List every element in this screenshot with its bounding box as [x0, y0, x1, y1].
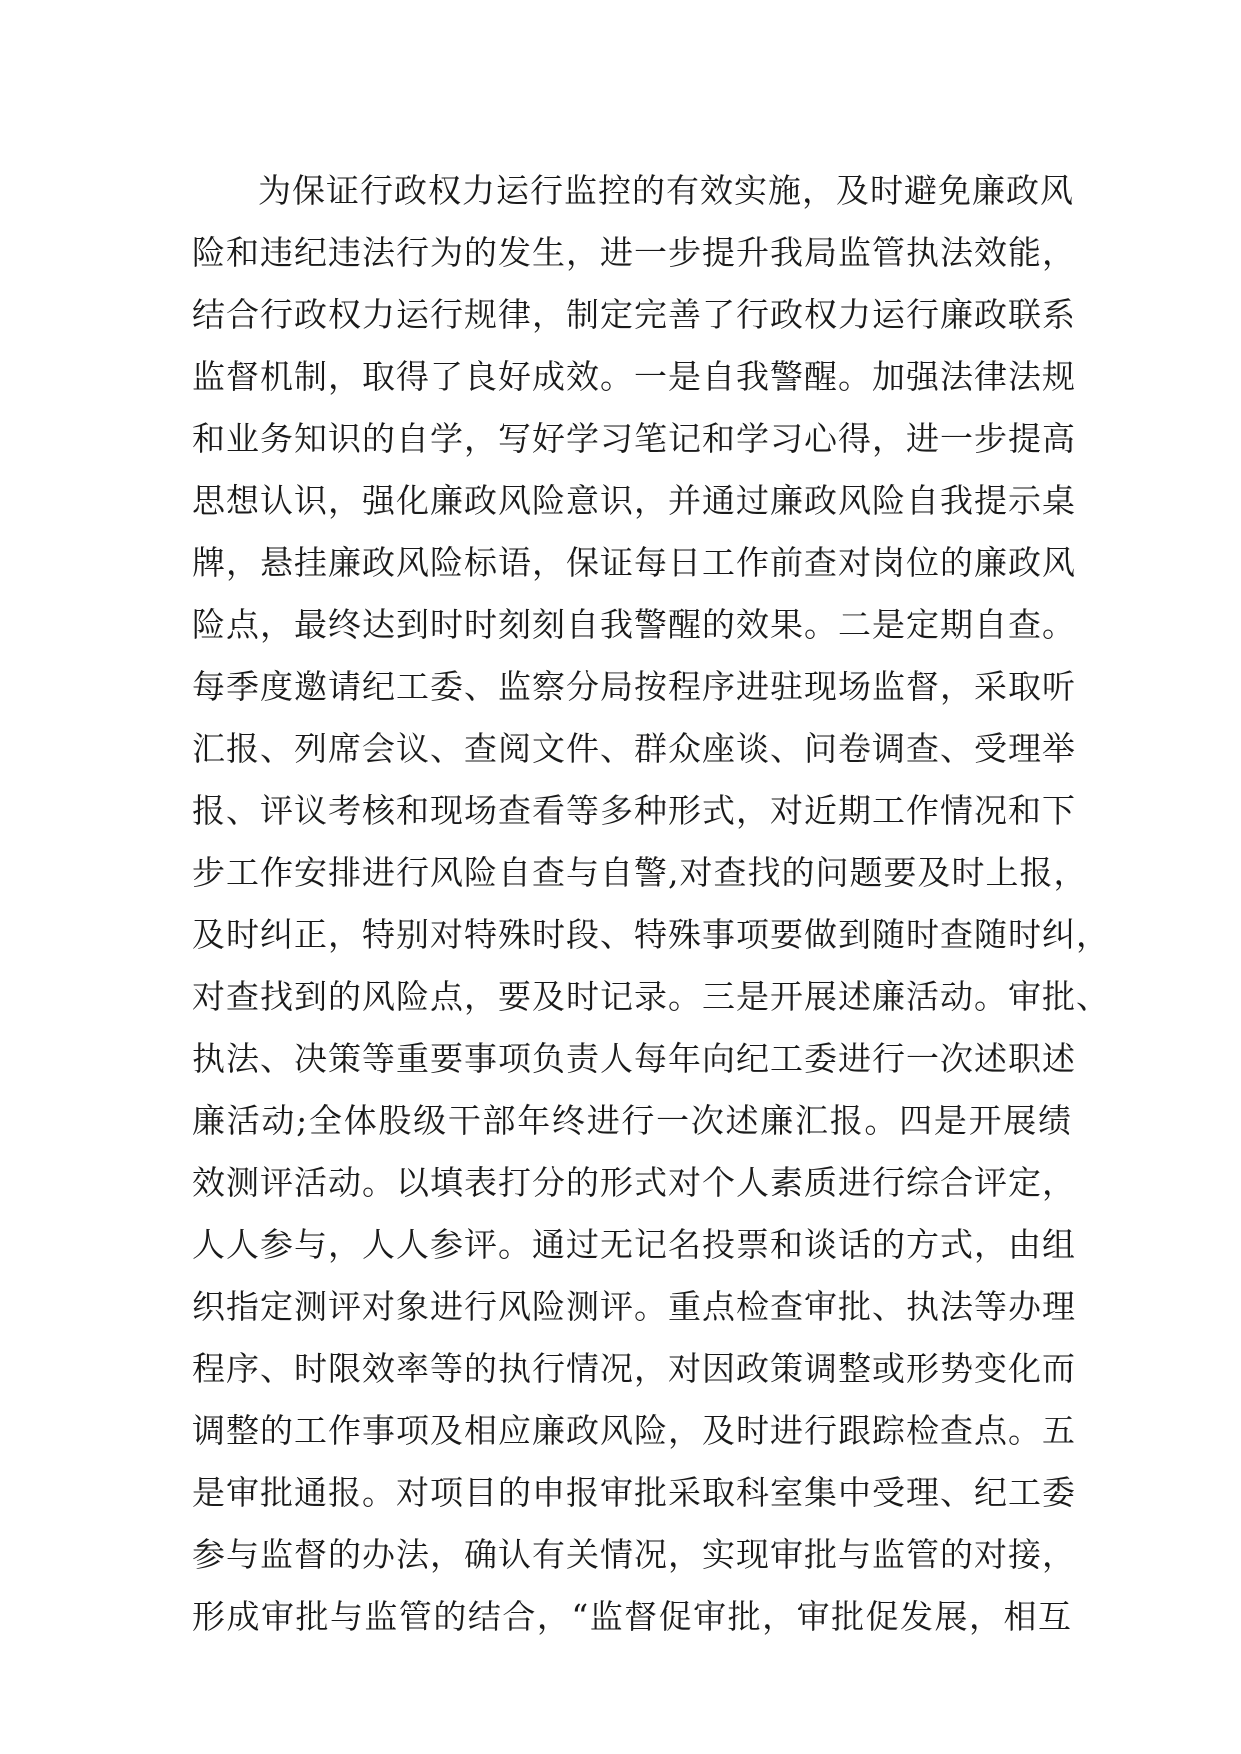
text-line: 对查找到的风险点，要及时记录。三是开展述廉活动。审批、 — [192, 977, 1110, 1016]
text-line: 参与监督的办法，确认有关情况，实现审批与监管的对接， — [192, 1535, 1076, 1574]
text-line: 每季度邀请纪工委、监察分局按程序进驻现场监督，采取听 — [192, 667, 1076, 706]
text-line: 执法、决策等重要事项负责人每年向纪工委进行一次述职述 — [192, 1039, 1076, 1078]
text-line: 织指定测评对象进行风险测评。重点检查审批、执法等办理 — [192, 1287, 1076, 1326]
text-line: 步工作安排进行风险自查与自警,对查找的问题要及时上报， — [192, 853, 1088, 892]
body-paragraph — [192, 160, 1110, 1648]
text-line: 险点，最终达到时时刻刻自我警醒的效果。二是定期自查。 — [192, 605, 1076, 644]
text-line: 形成审批与监管的结合，“监督促审批，审批促发展，相互 — [192, 1597, 1072, 1636]
text-line: 及时纠正，特别对特殊时段、特殊事项要做到随时查随时纠， — [192, 915, 1110, 954]
text-line: 牌，悬挂廉政风险标语，保证每日工作前查对岗位的廉政风 — [192, 543, 1076, 582]
text-line: 效测评活动。以填表打分的形式对个人素质进行综合评定， — [192, 1163, 1076, 1202]
text-line: 调整的工作事项及相应廉政风险，及时进行跟踪检查点。五 — [192, 1411, 1076, 1450]
text-line: 监督机制，取得了良好成效。一是自我警醒。加强法律法规 — [192, 357, 1076, 396]
text-line: 人人参与，人人参评。通过无记名投票和谈话的方式，由组 — [192, 1225, 1076, 1264]
text-line: 险和违纪违法行为的发生，进一步提升我局监管执法效能， — [192, 233, 1076, 272]
text-line: 汇报、列席会议、查阅文件、群众座谈、问卷调查、受理举 — [192, 729, 1076, 768]
text-line: 是审批通报。对项目的申报审批采取科室集中受理、纪工委 — [192, 1473, 1076, 1512]
text-line: 和业务知识的自学，写好学习笔记和学习心得，进一步提高 — [192, 419, 1076, 458]
text-line: 为保证行政权力运行监控的有效实施，及时避免廉政风 — [258, 171, 1074, 210]
text-line: 廉活动;全体股级干部年终进行一次述廉汇报。四是开展绩 — [192, 1101, 1072, 1140]
text-line: 思想认识，强化廉政风险意识，并通过廉政风险自我提示桌 — [192, 481, 1076, 520]
text-line: 结合行政权力运行规律，制定完善了行政权力运行廉政联系 — [192, 295, 1076, 334]
text-line: 报、评议考核和现场查看等多种形式，对近期工作情况和下 — [192, 791, 1076, 830]
text-line: 程序、时限效率等的执行情况，对因政策调整或形势变化而 — [192, 1349, 1076, 1388]
